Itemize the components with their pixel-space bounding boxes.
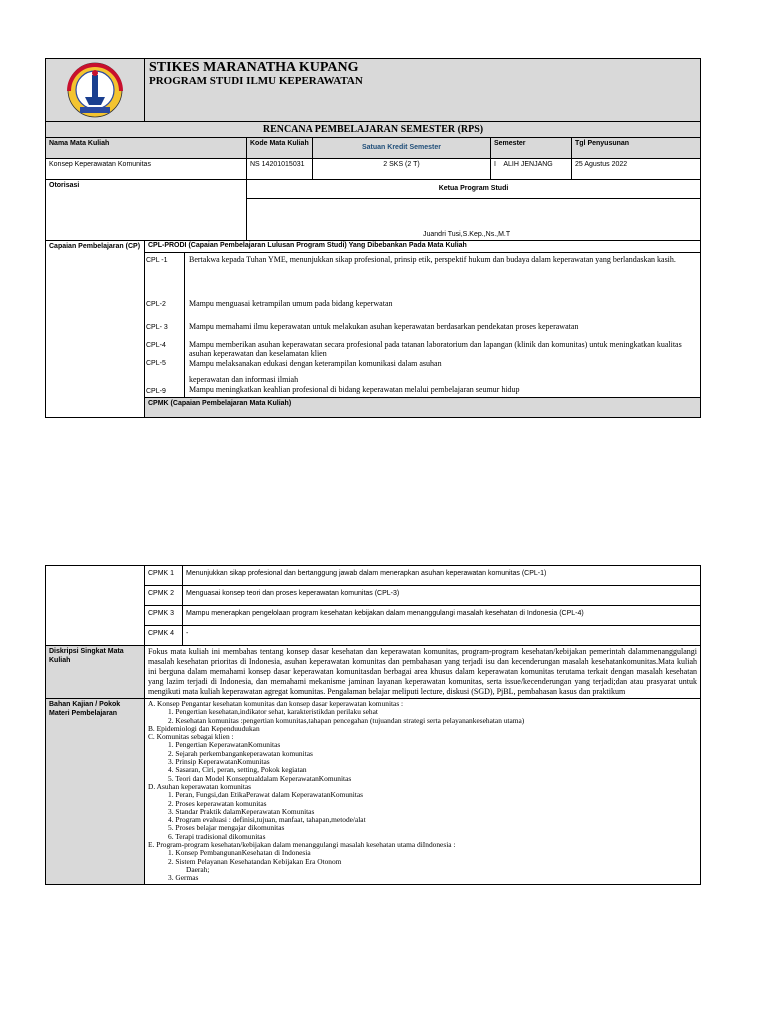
signature-box (247, 199, 700, 240)
cpmk-left-blank (46, 566, 145, 645)
materi-line: 4. Sasaran, Ciri, peran, setting, Pokok kegiatan (168, 765, 307, 775)
cpl-code: CPL-9 (146, 388, 166, 395)
cpl-item (145, 315, 700, 337)
ketua-label: Ketua Program Studi (247, 180, 700, 199)
kode-mk-label: Kode Mata Kuliah (247, 138, 313, 158)
materi-line: 3. Standar Praktik dalamKeperawatan Komunitas (168, 806, 315, 816)
kode-mk-value: NS 14201015031 (247, 159, 313, 179)
course-header-row (46, 138, 700, 159)
cpl-code: CPL -1 (146, 257, 168, 264)
otorisasi-signature-area (247, 180, 700, 240)
deskripsi-row (46, 646, 700, 699)
cpl-item (145, 359, 700, 372)
semester-value: I ALIH JENJANG (491, 159, 572, 179)
cpmk-item (145, 566, 700, 586)
cpl-item (145, 293, 700, 315)
materi-line: 1. Pengertian KeperawatanKomunitas (168, 740, 281, 750)
cpmk-code: CPMK 1 (145, 566, 183, 585)
materi-line: 1. Peran, Fungsi,dan EtikaPerawat dalam KeperawatanKomunitas (168, 790, 363, 800)
tgl-label: Tgl Penyusunan (575, 140, 630, 147)
semester-label: Semester (491, 138, 572, 158)
cpmk-code: CPMK 2 (145, 586, 183, 605)
cpmk-text: - (186, 630, 189, 637)
cpmk-item (145, 626, 700, 645)
course-values-row (46, 159, 700, 180)
otorisasi-row (46, 180, 700, 241)
materi-line: Daerah; (186, 864, 210, 874)
materi-line: 6. Terapi tradisional dikomunitas (168, 831, 266, 841)
deskripsi-text: Fokus mata kuliah ini membahas tentang konsep dasar kesehatan dan keperawatan komunitas, program-program kesehatan/kebijakan pemerintah dalammenanggulangi masalah kesehatan prioritas di Indonesia, asuhan keperawatan komunitas dan pembahasan yang terjadi isu dan kecenderungan masalah kesehatankomunitas.Mata kuliah ini berguna dalam memahami konsep dasar keperawatan komunitasdan berbagai area khusus dalam keperawatan komunitas terutama terkait dengan masalah kesehatan yang lazim terjadi di Indonesia, dan memahami mekanisme jaminan layanan keperawatan komunitas, serta issue/kecenderungan yang terjadi;dan atau prasyarat untuk mengikuti mata kuliah keperawatan agregat komunitas. Pengalaman belajar meliputi lecture, diskusi (SGD), PjBL, pembahasan kasus dan praktikum (148, 647, 697, 696)
institution-name: STIKES MARANATHA KUPANG (149, 60, 359, 75)
cp-label: Capaian Pembelajaran (CP) (46, 241, 145, 417)
cpmk-text: Menunjukkan sikap profesional dan bertanggung jawab dalam menerapkan asuhan keperawatan komunitas (CPL-1) (186, 570, 547, 577)
cpmk-text: Mampu menerapkan pengelolaan program kesehatan kebijakan dalam menanggulangi masalah kesehatan di Indonesia (CPL-4) (186, 610, 584, 617)
materi-line: B. Epidemiologi dan Kependuudukan (148, 723, 260, 733)
deskripsi-label: Diskripsi Singkat Mata Kuliah (46, 646, 145, 698)
cpl-prodi-header: CPL-PRODI (Capaian Pembelajaran Lulusan Program Studi) Yang Dibebankan Pada Mata Kuliah (145, 241, 700, 253)
cpmk-header: CPMK (Capaian Pembelajaran Mata Kuliah) (145, 398, 700, 417)
tgl-value: 25 Agustus 2022 (575, 161, 628, 168)
materi-line: 1. Konsep PembangunanKesehatan di Indonesia (168, 848, 311, 858)
materi-line: 5. Proses belajar mengajar dikomunitas (168, 823, 285, 833)
cpl-item (145, 337, 700, 359)
document-title-row (46, 122, 700, 138)
cpl-code: CPL-5 (146, 360, 166, 367)
rps-page-2 (45, 565, 701, 885)
cpl-code: CPL-2 (146, 301, 166, 308)
materi-line: 3. Prinsip KeperawatanKomunitas (168, 757, 270, 767)
program-name: PROGRAM STUDI ILMU KEPERAWATAN (149, 75, 363, 87)
materi-line: C. Komunitas sebagai klien : (148, 732, 234, 742)
nama-mk-label: Nama Mata Kuliah (46, 138, 247, 158)
materi-line: A. Konsep Pengantar kesehatan komunitas dan konsep dasar keperawatan komunitas : (148, 699, 404, 708)
cpl-item (145, 253, 700, 293)
materi-line: 1. Pengertian kesehatan,indikator sehat, karakteristikdan perilaku sehat (168, 707, 378, 717)
cpl-text: Bertakwa kepada Tuhan YME, menunjukkan sikap profesional, prinsip etik, perspektif hukum dan budaya dalam keperawatan yang berlandaskan kasih. (184, 253, 700, 293)
sks-value: 2 SKS (2 T) (313, 159, 491, 179)
nama-mk-value: Konsep Keperawatan Komunitas (46, 159, 247, 179)
materi-line: 2. Sejarah perkembangankeperawatan komunitas (168, 748, 313, 758)
cpmk-code: CPMK 4 (145, 626, 183, 645)
sks-label: Satuan Kredit Semester (313, 138, 491, 158)
cpmk-list-row (46, 566, 700, 646)
institution-title (145, 59, 700, 121)
cpl-text: Mampu menguasai ketrampilan umum pada bidang keperwatan (184, 293, 700, 315)
cpl-text: Mampu meningkatkan keahlian profesional di bidang keperawatan melalui pembelajaran seumur hidup (184, 385, 700, 397)
bahan-kajian-row (46, 699, 700, 884)
materi-line: 4. Program evaluasi : definisi,tujuan, manfaat, tahapan,metode/alat (168, 815, 366, 825)
materi-line: 2. Proses keperawatan komunitas (168, 798, 267, 808)
cpl-code: CPL- 3 (146, 324, 168, 331)
cpl-item (145, 385, 700, 398)
cpl-text: Mampu melaksanakan edukasi dengan keterampilan komunikasi dalam asuhan (184, 359, 700, 372)
cpmk-item (145, 606, 700, 626)
materi-line: D. Asuhan keperawatan komunitas (148, 781, 252, 791)
cpl-code: CPL-4 (146, 342, 166, 349)
cpmk-code: CPMK 3 (145, 606, 183, 625)
bahan-kajian-label: Bahan Kajian / Pokok Materi Pembelajaran (46, 699, 145, 884)
cpmk-item (145, 586, 700, 606)
materi-line: 3. Germas (168, 873, 199, 883)
cpl-code (145, 372, 184, 385)
materi-line: 2. Sistem Pelayanan Kesehatandan Kebijakan Era Otonom (168, 856, 342, 866)
cpmk-list (145, 566, 700, 645)
otorisasi-label: Otorisasi (46, 180, 247, 240)
logo-emblem-icon (63, 61, 127, 119)
materi-line: 2. Kesehatan komunitas :pengertian komunitas,tahapan pencegahan (tujuandan strategi serta pelayanankesehatan utama) (168, 715, 525, 725)
rps-page-1 (45, 58, 701, 418)
cpl-item (145, 372, 700, 385)
cp-content (145, 241, 700, 417)
capaian-pembelajaran-row (46, 241, 700, 417)
cpl-text: Mampu memberikan asuhan keperawatan secara profesional pada tatanan laboratorium dan lapangan (klinik dan komunitas) untuk meningkatkan kualitas asuhan keperawatan dan keselamatan klien (184, 337, 700, 359)
materi-line: E. Program-program kesehatan/kebijakan dalam menanggulangi masalah kesehatan utama diIndonesia : (148, 840, 456, 850)
materi-line: 5. Teori dan Model Konseptualdalam KeperawatanKomunitas (168, 773, 352, 783)
institution-logo (46, 59, 145, 121)
cpl-text: Mampu memahami ilmu keperawatan untuk melakukan asuhan keperawatan berdasarkan pendekatan proses keperawatan (184, 315, 700, 337)
cpl-text: keperawatan dan informasi ilmiah (184, 372, 700, 385)
deskripsi-cell (145, 646, 700, 698)
ketua-name: Juandri Tusi,S.Kep.,Ns.,M.T (423, 231, 511, 238)
document-title: RENCANA PEMBELAJARAN SEMESTER (RPS) (262, 124, 484, 135)
document-header (46, 59, 700, 122)
bahan-kajian-list (145, 699, 700, 884)
cpmk-text: Menguasai konsep teori dan proses keperawatan komunitas (CPL-3) (186, 590, 400, 597)
